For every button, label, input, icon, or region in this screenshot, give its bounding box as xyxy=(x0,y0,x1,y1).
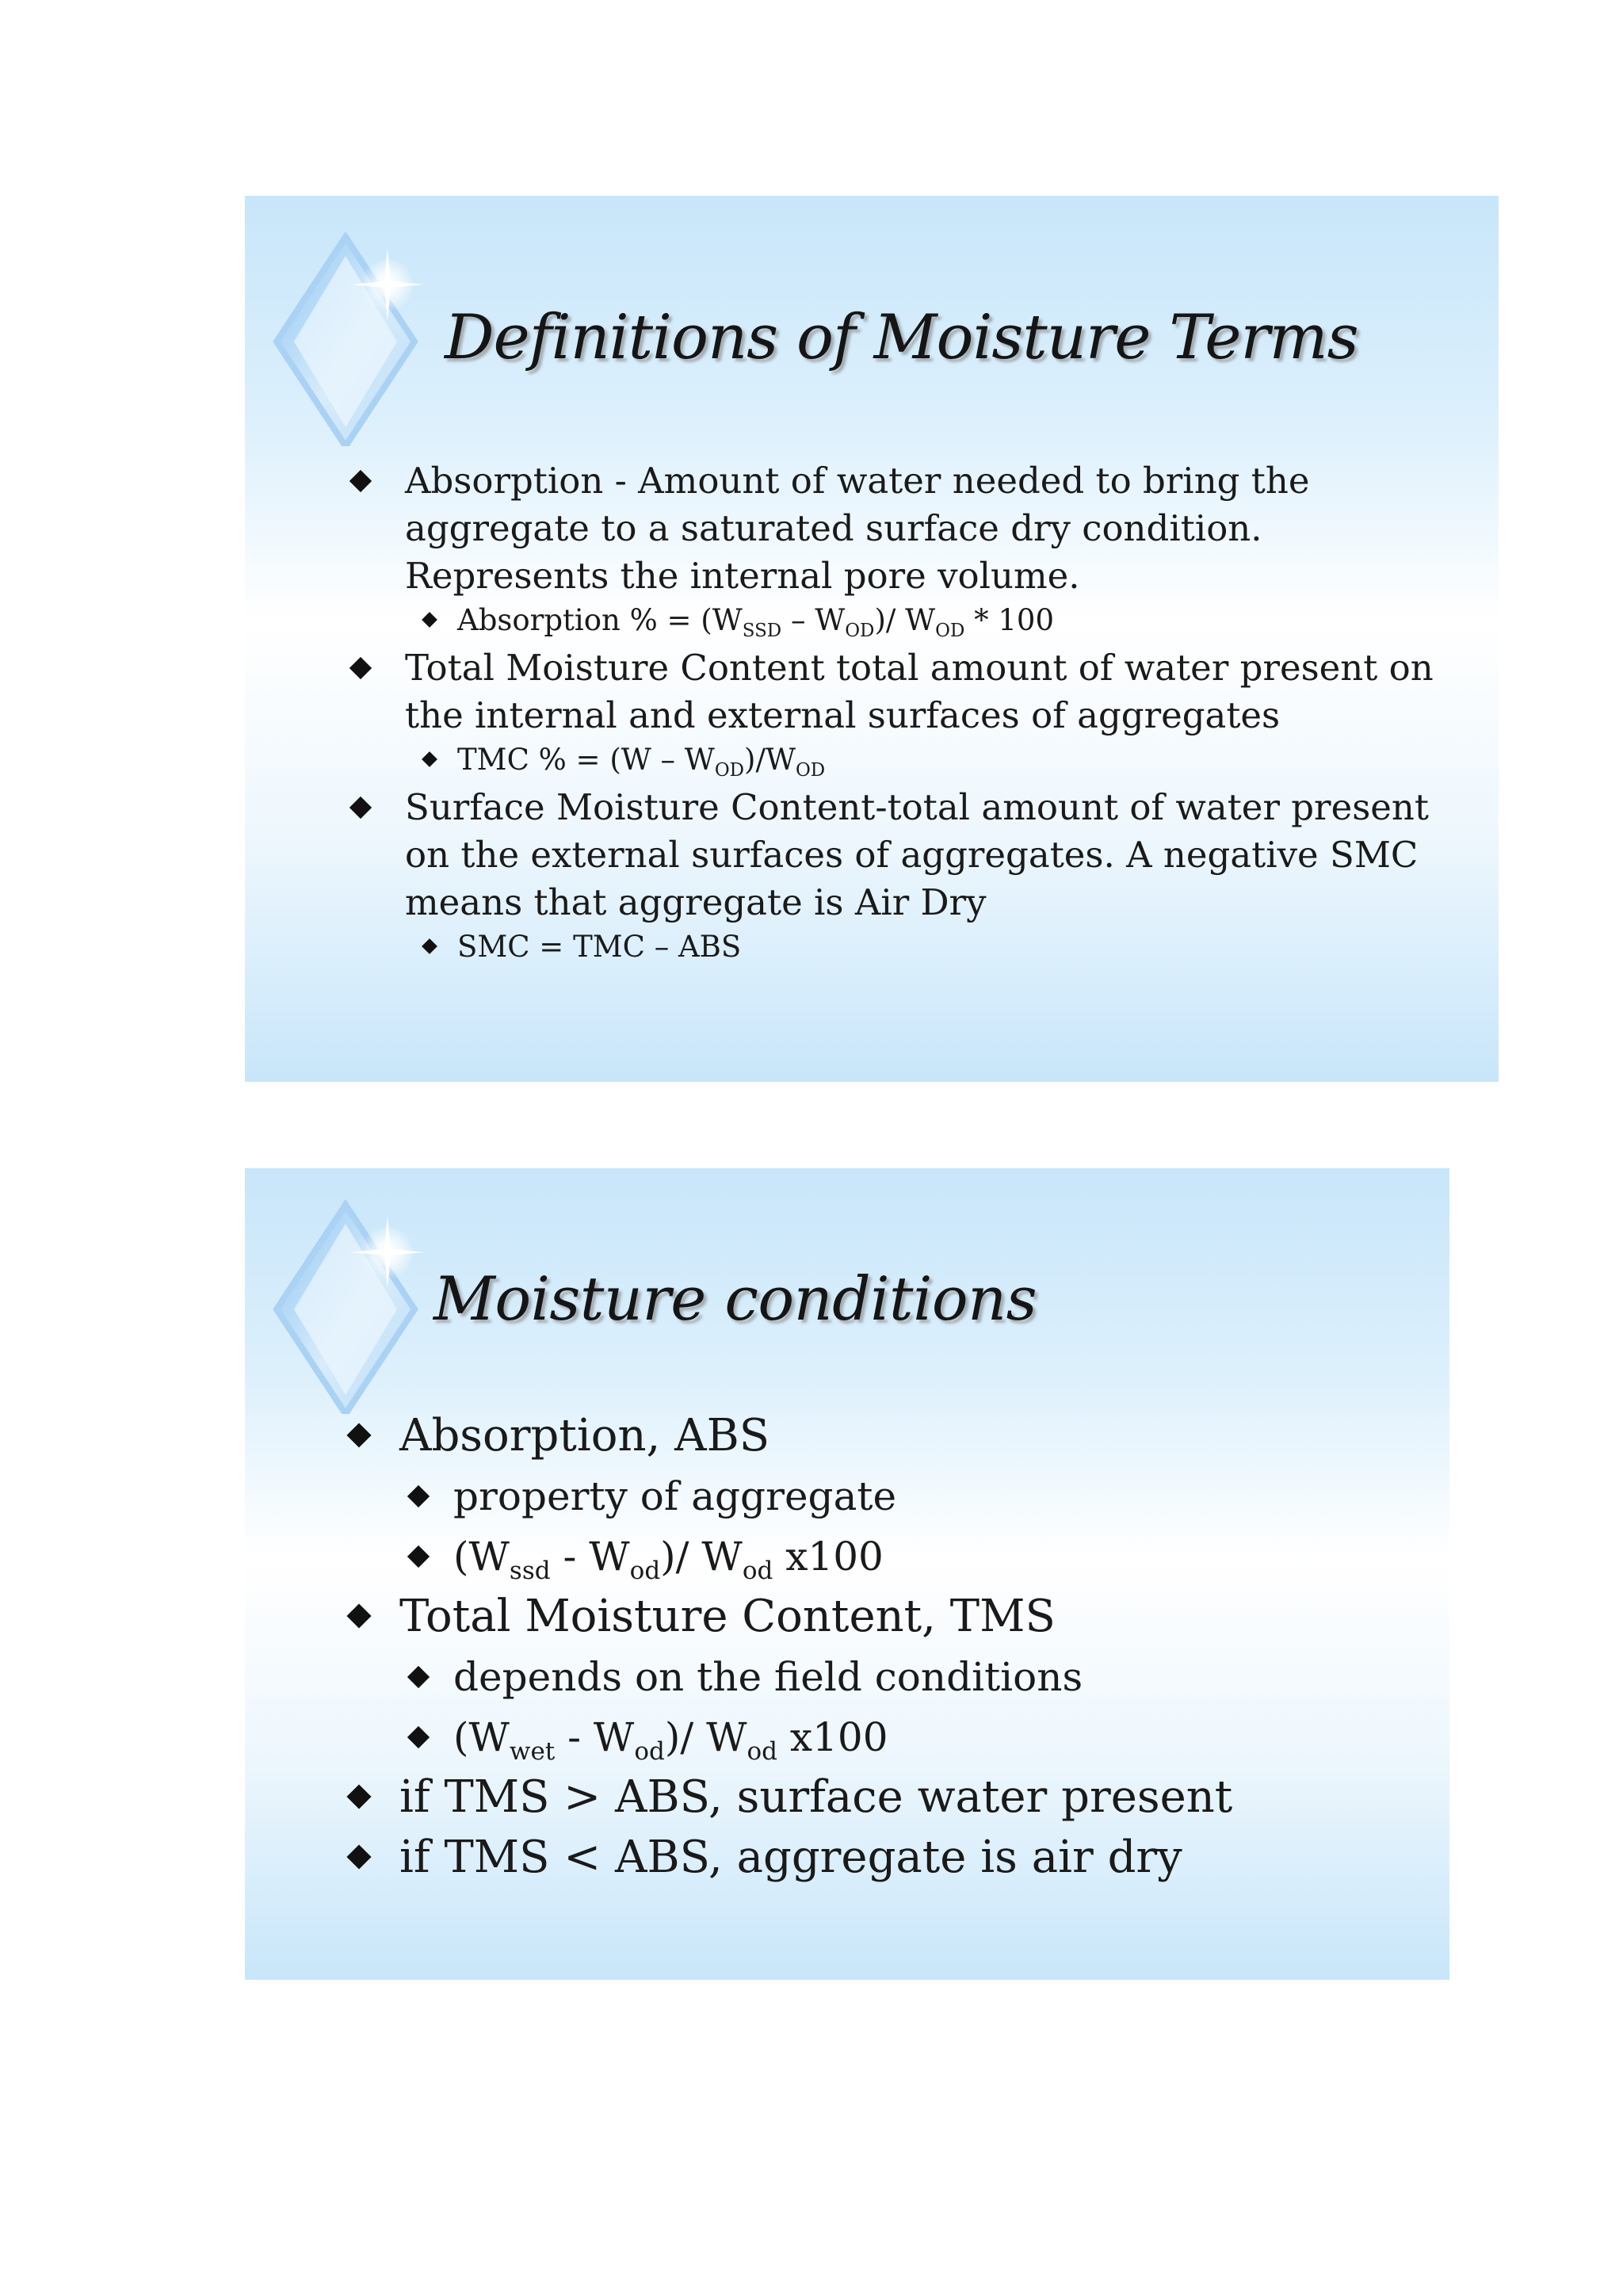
bullet-text: Absorption, ABS xyxy=(399,1410,770,1461)
diamond-bullet-icon xyxy=(407,1545,430,1568)
sub-bullet-formula xyxy=(348,926,1473,968)
bullet-text: Surface Moisture Content-total amount of water present on the external surfaces of aggregates. A negative SMC means that aggregate is Air Dry xyxy=(405,786,1429,923)
slide-definitions-of-moisture-terms xyxy=(245,196,1499,1082)
bullet-group-absorption xyxy=(348,457,1473,641)
diamond-bullet-icon xyxy=(349,470,372,492)
bullet-list xyxy=(348,457,1473,971)
formula-text: $(W_{wet} - W_{od})/$ $W_{od}$ x100 xyxy=(453,1714,888,1766)
bullet-text: if TMS > ABS, surface water present xyxy=(399,1771,1233,1823)
sub-bullet-formula xyxy=(344,1707,1430,1767)
slide-moisture-conditions xyxy=(245,1168,1449,1980)
bullet-item xyxy=(344,1828,1430,1888)
bullet-group-tms-greater xyxy=(344,1767,1430,1828)
bullet-group-absorption xyxy=(344,1406,1430,1587)
sub-bullet-formula xyxy=(344,1526,1430,1587)
diamond-bullet-icon xyxy=(349,797,372,819)
bullet-group-tms-less xyxy=(344,1828,1430,1888)
sub-bullet xyxy=(344,1647,1430,1707)
diamond-bullet-icon xyxy=(346,1784,371,1809)
bullet-text: Absorption - Amount of water needed to bring the aggregate to a saturated surface dry condition. Represents the internal pore volume. xyxy=(405,460,1310,597)
bullet-group-surface-moisture xyxy=(348,784,1473,968)
bullet-list xyxy=(344,1406,1430,1888)
diamond-bullet-icon xyxy=(346,1423,371,1447)
sub-bullet-formula xyxy=(348,739,1473,781)
bullet-item xyxy=(344,1587,1430,1647)
bullet-item xyxy=(348,784,1473,926)
diamond-bullet-icon xyxy=(407,1726,430,1748)
formula-text: TMC % = $(W - W_{OD})/W_{OD}$ xyxy=(457,743,826,781)
bullet-item xyxy=(348,644,1473,739)
formula-text: SMC = TMC – ABS xyxy=(457,930,742,964)
diamond-sparkle-icon xyxy=(270,1200,429,1414)
diamond-bullet-icon xyxy=(407,1485,430,1507)
bullet-text: Total Moisture Content, TMS xyxy=(399,1591,1056,1642)
diamond-sparkle-icon xyxy=(270,232,429,446)
bullet-text: if TMS < ABS, aggregate is air dry xyxy=(399,1832,1182,1883)
diamond-bullet-icon xyxy=(407,1666,430,1688)
diamond-bullet-icon xyxy=(346,1603,371,1628)
diamond-bullet-icon xyxy=(346,1844,371,1869)
bullet-group-total-moisture xyxy=(344,1587,1430,1767)
sub-bullet xyxy=(344,1466,1430,1526)
formula-text: Absorption % = $(W_{SSD} - W_{OD})/$ $W_{OD} * 100$ xyxy=(457,603,1055,642)
formula-text: $(W_{ssd} - W_{od})/$ $W_{od}$ x100 xyxy=(453,1534,884,1585)
slide-title: Definitions of Moisture Terms xyxy=(445,302,1358,373)
diamond-bullet-icon xyxy=(349,657,372,679)
sub-bullet-formula xyxy=(348,600,1473,641)
bullet-item xyxy=(344,1406,1430,1466)
bullet-item xyxy=(348,457,1473,600)
slide-title: Moisture conditions xyxy=(433,1263,1037,1334)
bullet-group-total-moisture xyxy=(348,644,1473,781)
bullet-item xyxy=(344,1767,1430,1828)
sub-bullet-text: depends on the field conditions xyxy=(453,1654,1083,1700)
bullet-text: Total Moisture Content total amount of water present on the internal and external surfaces of aggregates xyxy=(405,647,1434,736)
sub-bullet-text: property of aggregate xyxy=(453,1473,897,1519)
